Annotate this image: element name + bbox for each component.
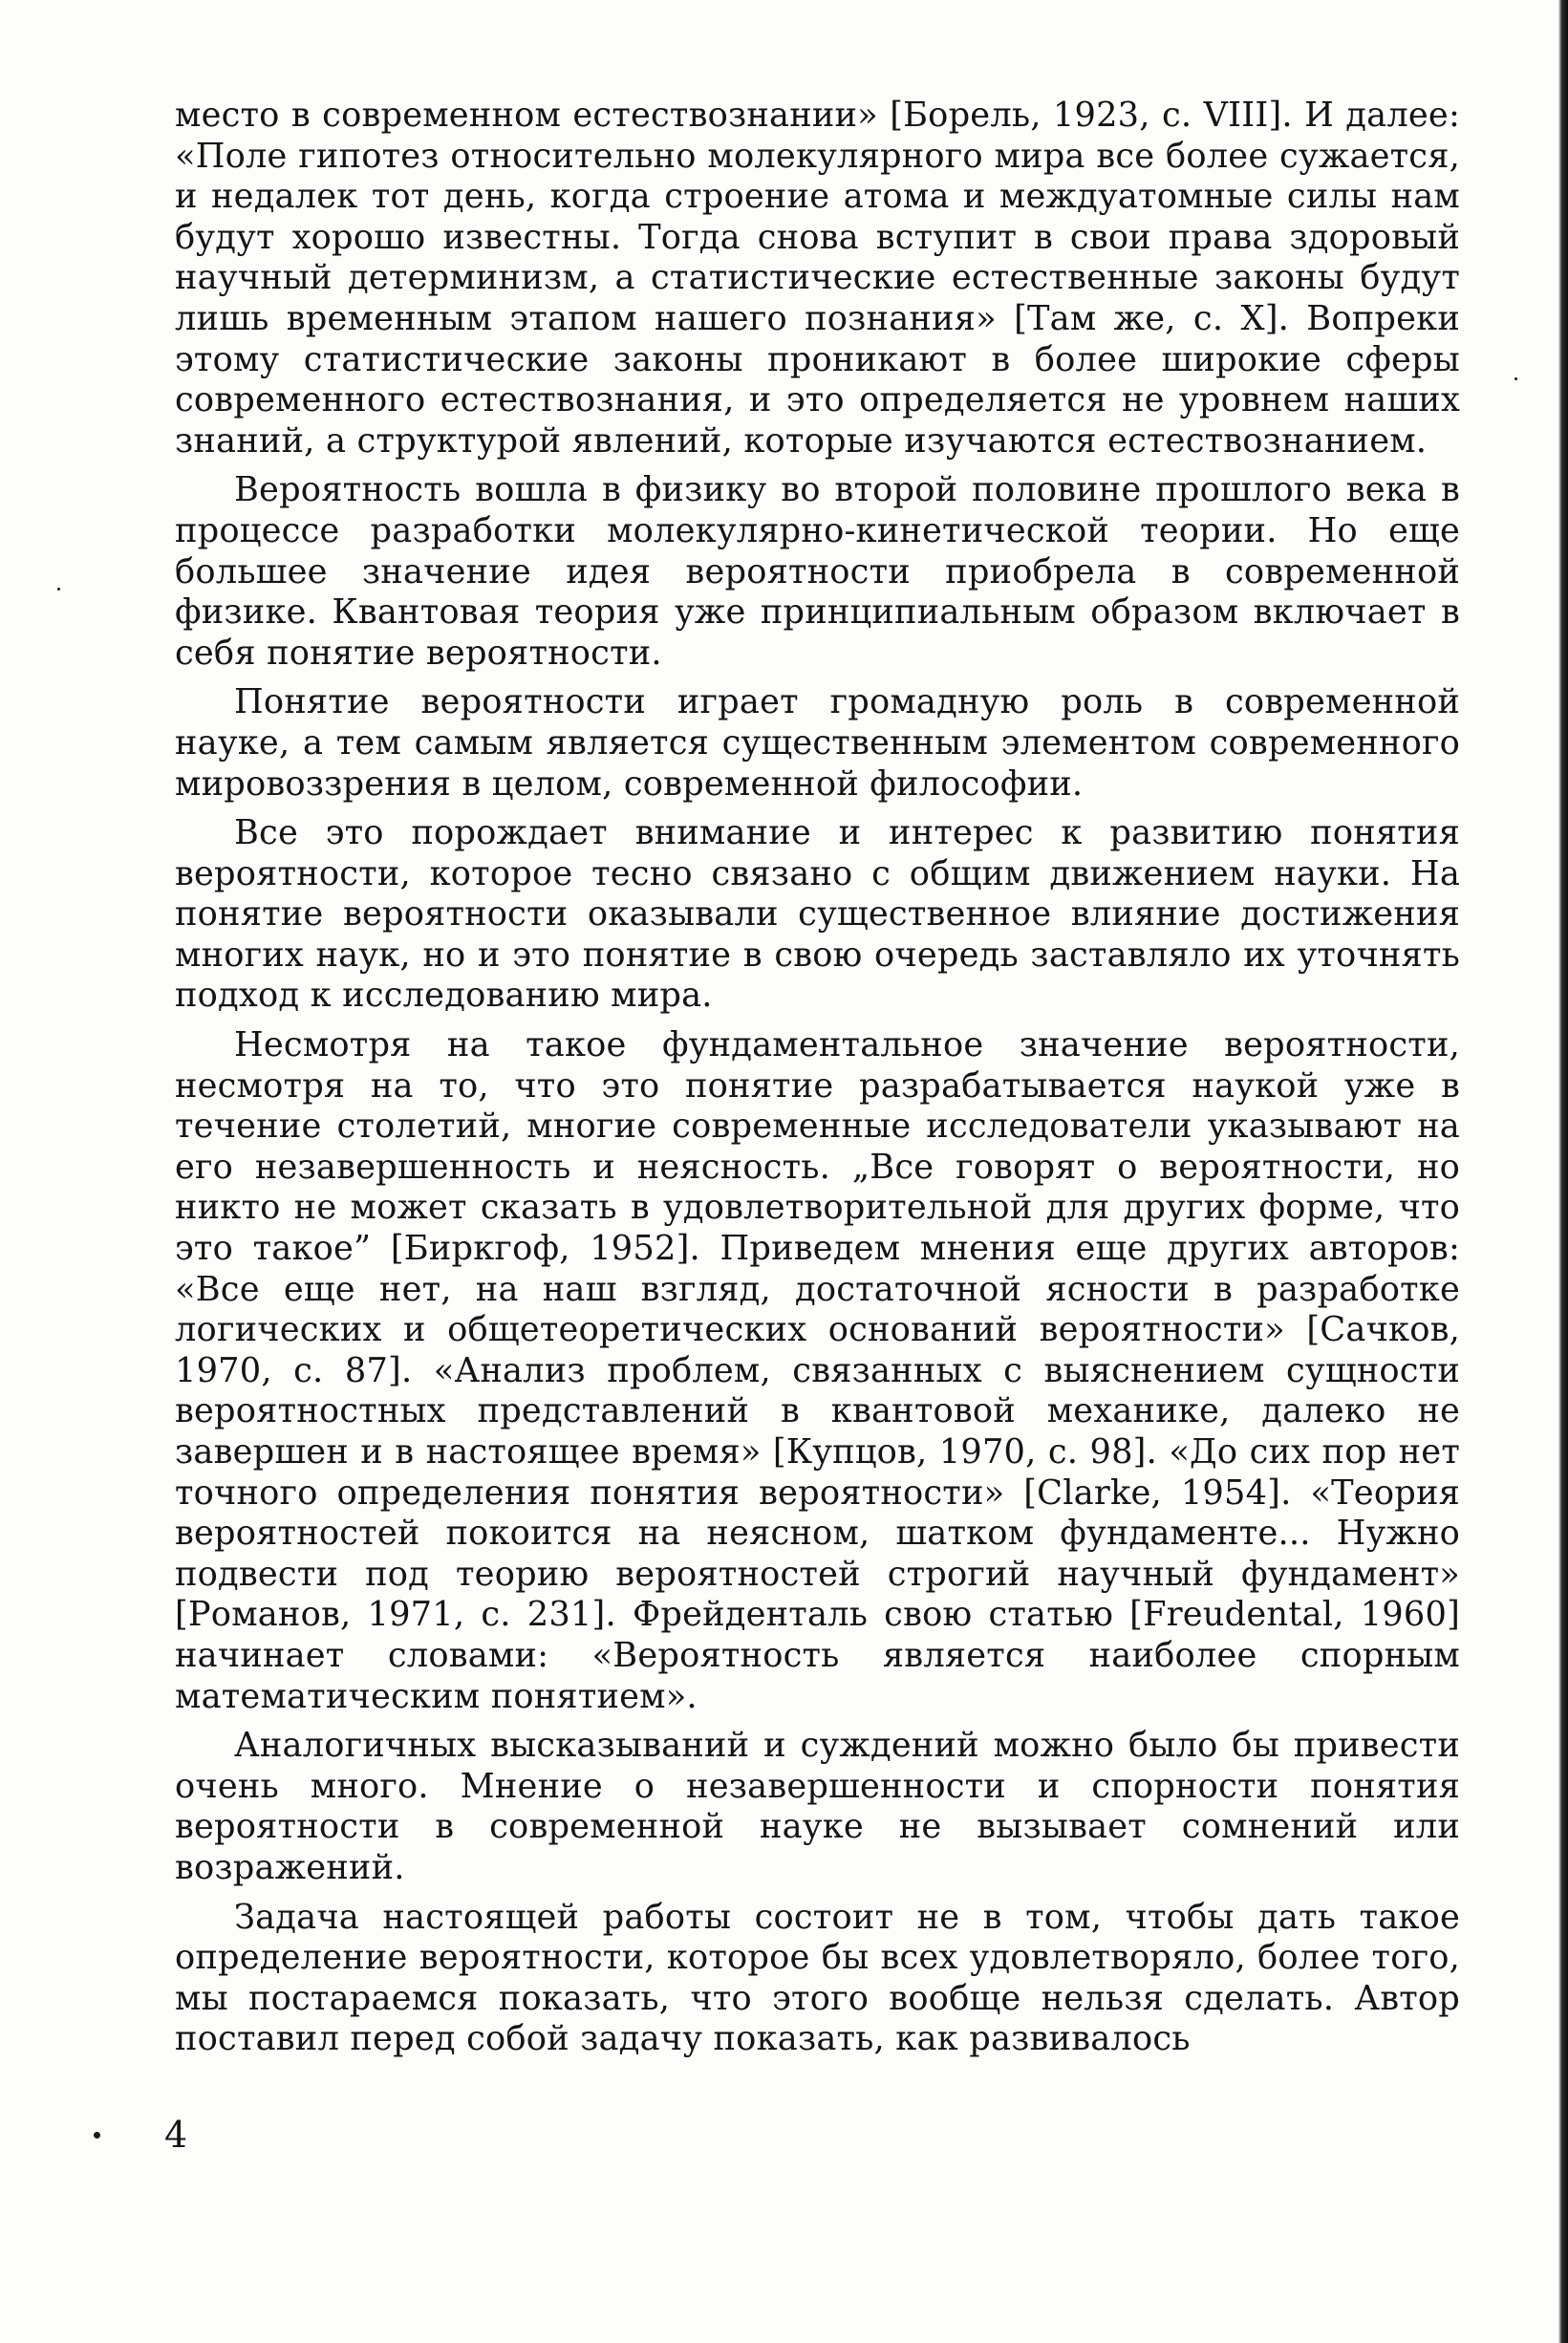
paragraph-5: Несмотря на такое фундаментальное значение вероятности, несмотря на то, что это понятие разрабатывается наукой уже в течение столетий, многие современные исследователи указывают на его незавершенность и неясность. „Все говорят о вероятности, но никто не может сказать в удовлетворительной для других форме, что это такое” [Биркгоф, 1952]. Приведем мнения еще других авторов: «Все еще нет, на наш взгляд, достаточной ясности в разработке логических и общетеоретических оснований вероятности» [Сачков, 1970, с. 87]. «Анализ проблем, связанных с выяснением сущности вероятностных представлений в квантовой механике, далеко не завершен и в настоящее время» [Купцов, 1970, с. 98]. «До сих пор нет точного определения понятия вероятности» [Clarke, 1954]. «Теория вероятностей покоится на неясном, шатком фундаменте... Нужно подвести под теорию вероятностей строгий научный фундамент» [Романов, 1971, с. 231]. Фрейденталь свою статью [Freudental, 1960] начинает словами: «Вероятность является наиболее спорным математическим понятием». bbox=[175, 1025, 1460, 1716]
scan-speck bbox=[57, 588, 60, 591]
page-edge-shadow bbox=[1558, 0, 1568, 2343]
paragraph-3: Понятие вероятности играет громадную роль в современной науке, а тем самым является существенным элементом современного мировоззрения в целом, современной философии. bbox=[175, 682, 1460, 804]
paragraph-4: Все это порождает внимание и интерес к развитию понятия вероятности, которое тесно связано с общим движением науки. На понятие вероятности оказывали существенное влияние достижения многих наук, но и это понятие в свою очередь заставляло их уточнять подход к исследованию мира. bbox=[175, 813, 1460, 1016]
paragraph-7: Задача настоящей работы состоит не в том, чтобы дать такое определение вероятности, которое бы всех удовлетворяло, более того, мы постараемся показать, что этого вообще нельзя сделать. Автор поставил перед собой задачу показать, как развивалось bbox=[175, 1897, 1460, 2059]
paragraph-1: место в современном естествознании» [Борель, 1923, с. VIII]. И далее: «Поле гипотез относительно молекулярного мира все более сужается, и недалек тот день, когда строение атома и междуатомные силы нам будут хорошо известны. Тогда снова вступит в свои права здоровый научный детерминизм, а статистические естественные законы будут лишь временным этапом нашего познания» [Там же, с. X]. Вопреки этому статистические законы проникают в более широкие сферы современного естествознания, и это определяется не уровнем наших знаний, а структурой явлений, которые изучаются естествознанием. bbox=[175, 96, 1460, 461]
body-text bbox=[175, 96, 1460, 2060]
paragraph-2: Вероятность вошла в физику во второй половине прошлого века в процессе разработки молекулярно-кинетической теории. Но еще большее значение идея вероятности приобрела в современной физике. Квантовая теория уже принципиальным образом включает в себя понятие вероятности. bbox=[175, 470, 1460, 673]
paragraph-6: Аналогичных высказываний и суждений можно было бы привести очень много. Мнение о незавершенности и спорности понятия вероятности в современной науке не вызывает сомнений или возражений. bbox=[175, 1726, 1460, 1887]
scan-speck bbox=[1514, 377, 1517, 380]
page-number: 4 bbox=[164, 2114, 188, 2156]
scan-speck bbox=[94, 2132, 100, 2139]
